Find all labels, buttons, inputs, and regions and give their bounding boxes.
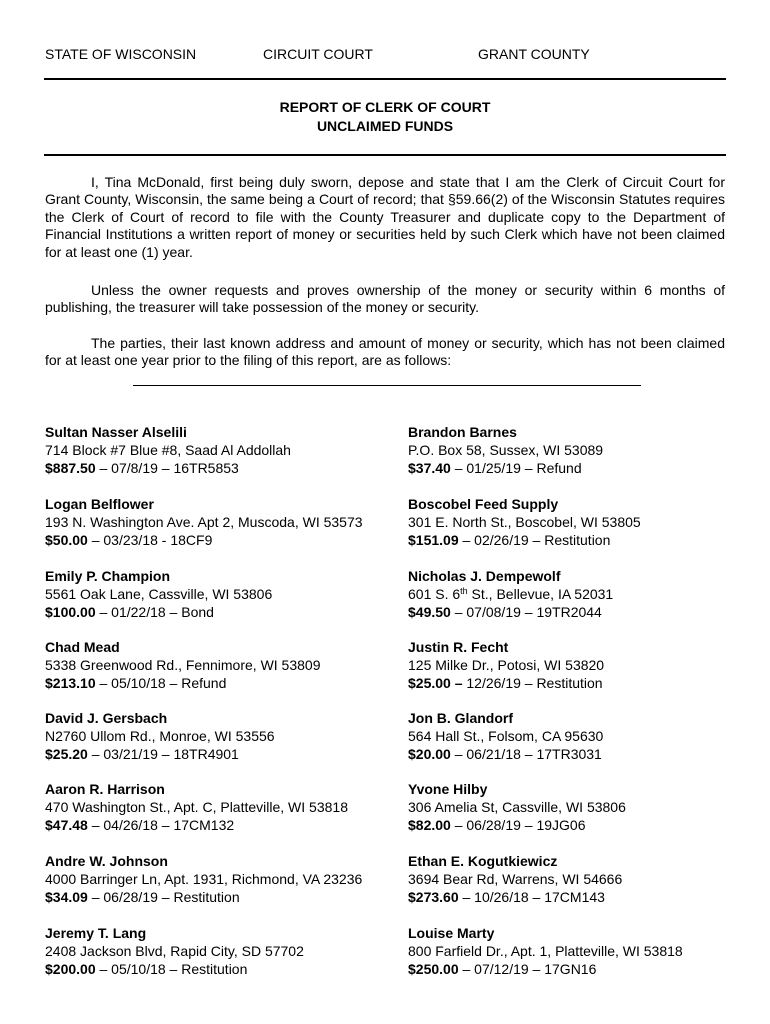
report-title: REPORT OF CLERK OF COURT — [279, 99, 491, 115]
claimant-amount-line — [408, 531, 641, 549]
claimant-name: Jon B. Glandorf — [408, 710, 513, 726]
claimant-entry — [45, 709, 275, 763]
claimant-amount-line — [45, 603, 272, 621]
claimant-amount-line — [45, 531, 363, 549]
claimant-address: 301 E. North St., Boscobel, WI 53805 — [408, 514, 641, 530]
claimant-address: 5338 Greenwood Rd., Fennimore, WI 53809 — [45, 657, 321, 673]
claimant-amount: $37.40 — [408, 460, 451, 476]
claimant-amount: $49.50 — [408, 604, 451, 620]
claimant-name: Chad Mead — [45, 639, 120, 655]
claimant-amount: $25.20 — [45, 746, 88, 762]
claimant-amount: $25.00 – — [408, 675, 463, 691]
claimant-amount: $100.00 — [45, 604, 96, 620]
claimant-amount: $20.00 — [408, 746, 451, 762]
claimant-amount-line — [408, 960, 683, 978]
header-court: CIRCUIT COURT — [263, 46, 373, 62]
claimant-amount-line — [408, 888, 622, 906]
claimant-amount: $273.60 — [408, 889, 459, 905]
ordinal-suffix: th — [460, 586, 468, 596]
title-rule — [44, 154, 726, 156]
claimant-amount: $887.50 — [45, 460, 96, 476]
claimant-entry — [45, 924, 304, 978]
claimant-amount: $151.09 — [408, 532, 459, 548]
claimant-name: Justin R. Fecht — [408, 639, 509, 655]
address-part: St., Bellevue, IA 52031 — [467, 586, 614, 602]
claimant-entry — [45, 495, 363, 549]
claimant-address: 306 Amelia St, Cassville, WI 53806 — [408, 799, 626, 815]
claimant-address: P.O. Box 58, Sussex, WI 53089 — [408, 442, 604, 458]
claimant-amount-line — [45, 745, 275, 763]
claimant-amount-line — [408, 603, 613, 621]
claimant-detail: – 05/10/18 – Refund — [95, 675, 227, 691]
claimant-entry — [408, 638, 604, 692]
claimant-amount-line — [45, 459, 291, 477]
claimant-detail: – 07/8/19 – 16TR5853 — [95, 460, 239, 476]
claimant-name: Brandon Barnes — [408, 424, 517, 440]
claimant-entry — [408, 780, 626, 834]
claimant-entry — [45, 852, 362, 906]
claimant-detail: – 01/25/19 – Refund — [450, 460, 582, 476]
claimant-detail: – 10/26/18 – 17CM143 — [458, 889, 605, 905]
report-subtitle: UNCLAIMED FUNDS — [316, 118, 454, 134]
claimant-detail: – 04/26/18 – 17CM132 — [87, 817, 235, 833]
possession-text: Unless the owner requests and proves ownership of the money or security within 6 months of publishing, the treasurer will take possession of the money or security. — [45, 282, 725, 316]
claimant-amount: $34.09 — [45, 889, 88, 905]
claimant-amount: $50.00 — [45, 532, 88, 548]
claimant-entry — [45, 567, 272, 621]
claimant-name: Logan Belflower — [45, 496, 154, 512]
claimant-amount: $213.10 — [45, 675, 96, 691]
claimant-address: N2760 Ullom Rd., Monroe, WI 53556 — [45, 728, 275, 744]
claimant-entry — [45, 638, 321, 692]
claimant-address: 470 Washington St., Apt. C, Platteville, WI 53818 — [45, 799, 348, 815]
claimant-name: Emily P. Champion — [45, 568, 170, 584]
possession-paragraph — [45, 282, 725, 317]
claimant-detail: – 05/10/18 – Restitution — [95, 961, 248, 977]
claimant-amount-line — [45, 888, 362, 906]
claimant-entry — [45, 780, 348, 834]
claimant-name: Boscobel Feed Supply — [408, 496, 559, 512]
claimant-address: 2408 Jackson Blvd, Rapid City, SD 57702 — [45, 943, 304, 959]
section-separator — [133, 385, 641, 386]
claimant-address: 4000 Barringer Ln, Apt. 1931, Richmond, VA 23236 — [45, 871, 363, 887]
claimant-name: David J. Gersbach — [45, 710, 168, 726]
claimant-amount-line — [408, 816, 626, 834]
claimant-entry — [408, 423, 603, 477]
claimant-amount: $200.00 — [45, 961, 96, 977]
claimant-detail: 12/26/19 – Restitution — [462, 675, 603, 691]
claimant-name: Aaron R. Harrison — [45, 781, 165, 797]
claimant-detail: – 03/21/19 – 18TR4901 — [87, 746, 239, 762]
claimant-detail: – 06/28/19 – Restitution — [87, 889, 240, 905]
top-rule — [44, 78, 726, 80]
claimant-address: 564 Hall St., Folsom, CA 95630 — [408, 728, 604, 744]
claimant-name: Sultan Nasser Alselili — [45, 424, 187, 440]
claimant-entry — [408, 709, 603, 763]
claimant-address: 193 N. Washington Ave. Apt 2, Muscoda, WI 53573 — [45, 514, 363, 530]
parties-text: The parties, their last known address and amount of money or security, which has not been claimed for at least one year prior to the filing of this report, are as follows: — [45, 335, 725, 369]
claimant-amount-line — [45, 816, 348, 834]
claimant-address: 3694 Bear Rd, Warrens, WI 54666 — [408, 871, 623, 887]
claimant-entry — [408, 495, 641, 549]
claimant-address: 5561 Oak Lane, Cassville, WI 53806 — [45, 586, 273, 602]
claimant-name: Yvone Hilby — [408, 781, 488, 797]
claimant-detail: – 07/12/19 – 17GN16 — [458, 961, 597, 977]
claimant-amount-line — [45, 960, 304, 978]
claimant-amount: $82.00 — [408, 817, 451, 833]
header-county: GRANT COUNTY — [478, 46, 590, 62]
address-part: 601 S. 6 — [408, 586, 461, 602]
claimant-amount: $250.00 — [408, 961, 459, 977]
claimant-amount-line — [408, 674, 604, 692]
claimant-detail: – 07/08/19 – 19TR2044 — [450, 604, 602, 620]
claimant-name: Jeremy T. Lang — [45, 925, 147, 941]
claimant-entry — [408, 852, 622, 906]
claimant-detail: – 02/26/19 – Restitution — [458, 532, 611, 548]
claimant-address: 800 Farfield Dr., Apt. 1, Platteville, WI 53818 — [408, 943, 683, 959]
claimant-address: 714 Block #7 Blue #8, Saad Al Addollah — [45, 442, 291, 458]
claimant-detail: – 06/21/18 – 17TR3031 — [450, 746, 602, 762]
header-state: STATE OF WISCONSIN — [45, 46, 197, 62]
claimant-amount-line — [408, 745, 603, 763]
affidavit-paragraph — [45, 174, 725, 261]
claimant-address — [408, 585, 613, 603]
claimant-address: 125 Milke Dr., Potosi, WI 53820 — [408, 657, 605, 673]
claimant-amount-line — [45, 674, 321, 692]
claimant-entry — [45, 423, 291, 477]
claimant-amount: $47.48 — [45, 817, 88, 833]
claimant-detail: – 03/23/18 - 18CF9 — [87, 532, 213, 548]
claimant-detail: – 06/28/19 – 19JG06 — [450, 817, 586, 833]
parties-paragraph — [45, 335, 725, 370]
claimant-amount-line — [408, 459, 603, 477]
claimant-entry — [408, 924, 683, 978]
claimant-detail: – 01/22/18 – Bond — [95, 604, 214, 620]
claimant-name: Andre W. Johnson — [45, 853, 168, 869]
case-header — [0, 46, 770, 64]
claimant-name: Louise Marty — [408, 925, 495, 941]
claimant-name: Ethan E. Kogutkiewicz — [408, 853, 558, 869]
affidavit-text: I, Tina McDonald, first being duly sworn, depose and state that I am the Clerk of Circuit Court for Grant County, Wisconsin, the same being a Court of record; that §59.66(2) of the Wisconsin Statutes requires the Clerk of Court of record to file with the County Treasurer and duplicate copy to the Department of Financial Institutions a written report of money or securities held by such Clerk which have not been claimed for at least one (1) year. — [45, 174, 725, 260]
claimant-name: Nicholas J. Dempewolf — [408, 568, 561, 584]
claimant-entry — [408, 567, 613, 621]
